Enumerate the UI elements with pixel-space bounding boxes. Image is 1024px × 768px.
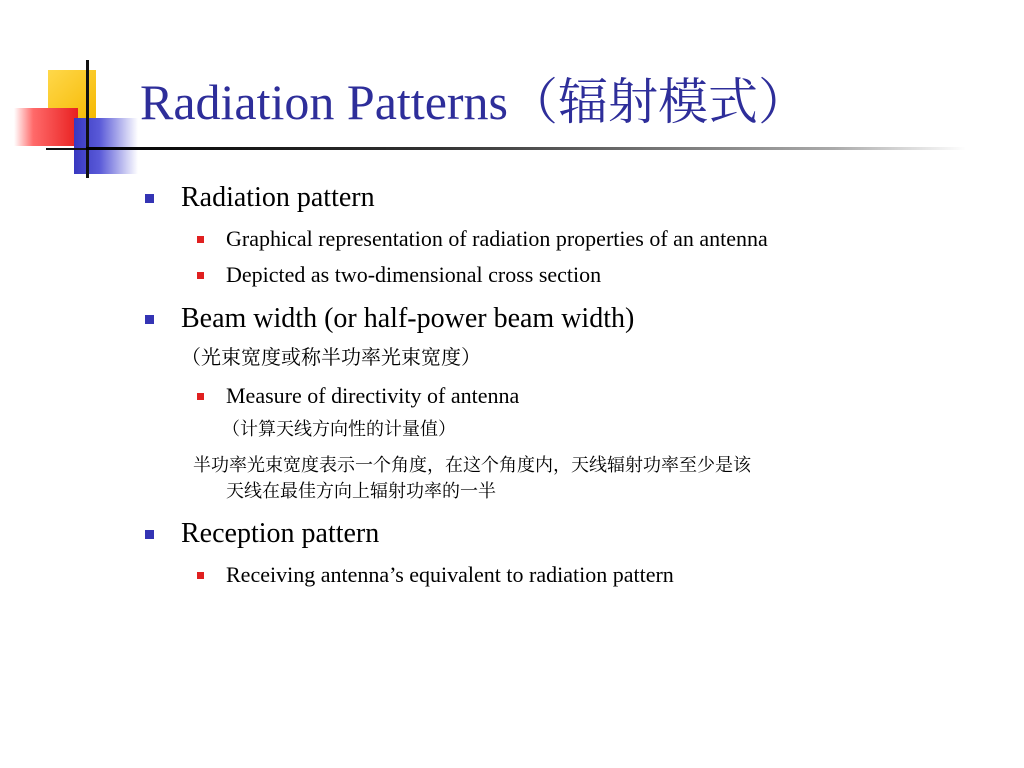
level2-bullet-square bbox=[197, 272, 204, 279]
sub-bullet-receiving: Receiving antenna’s equivalent to radiation pattern bbox=[226, 562, 674, 587]
beam-width-note-line1: 半功率光束宽度表示一个角度，在这个角度内，天线辐射功率至少是该 bbox=[193, 455, 751, 476]
level1-bullet-square bbox=[145, 530, 154, 539]
bullet-beam-width: Beam width (or half-power beam width) bbox=[181, 303, 635, 334]
sub-bullet-graphical: Graphical representation of radiation properties of an antenna bbox=[226, 226, 768, 251]
level2-bullet-square bbox=[197, 393, 204, 400]
sub-bullet-directivity: Measure of directivity of antenna bbox=[226, 383, 520, 408]
level2-bullet-square bbox=[197, 236, 204, 243]
level1-bullet-square bbox=[145, 194, 154, 203]
level1-bullet-square bbox=[145, 315, 154, 324]
level2-bullet-square bbox=[197, 572, 204, 579]
bullet-radiation-pattern: Radiation pattern bbox=[181, 182, 375, 213]
sub-bullet-depicted: Depicted as two-dimensional cross section bbox=[226, 262, 602, 287]
directivity-chinese: （计算天线方向性的计量值） bbox=[222, 419, 456, 440]
bullet-reception-pattern: Reception pattern bbox=[181, 518, 380, 549]
beam-width-chinese: （光束宽度或称半功率光束宽度） bbox=[181, 345, 481, 369]
slide-title: Radiation Patterns（辐射模式） bbox=[140, 74, 808, 130]
beam-width-note-line2: 天线在最佳方向上辐射功率的一半 bbox=[226, 481, 496, 502]
